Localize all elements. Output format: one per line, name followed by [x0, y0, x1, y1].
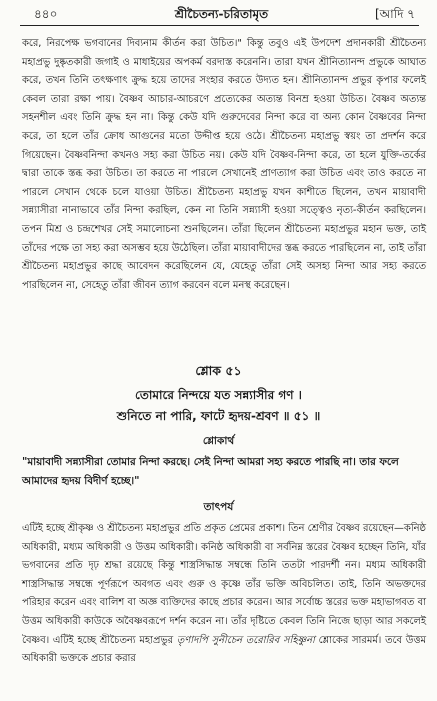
purport-italic-phrase: তৃণাদপি সুনীচেন তরোরিব সহিষ্ণুনা — [176, 634, 315, 646]
purport-text-before: এটিই হচ্ছে শ্রীকৃষ্ণ ও শ্রীচৈতন্য মহাপ্রভুর প্রতি প্রকৃত প্রেমের প্রকাশ। তিন শ্রেণীর বৈষ্ণব রয়েছেন—কনিষ্ঠ অধিকারী, মধ্যম অধিকারী ও উত্তম অধিকারী। কনিষ্ঠ অধিকারী বা সর্বনিম্ন স্তরের বৈষ্ণব হচ্ছেন তিনি, যাঁর ভগবানের প্রতি দৃঢ় শ্রদ্ধা রয়েছে কিন্তু শাস্ত্রসিদ্ধান্ত সম্বন্ধে তিনি ততটা পারদর্শী নন। মধ্যম অধিকারী শাস্ত্রসিদ্ধান্ত সম্বন্ধে পূর্ণরূপে অবগত এবং গুরু ও কৃষ্ণে তাঁর ভক্তি অবিচলিত। তাই, তিনি অভক্তদের পরিহার করেন এবং বালিশ বা অজ্ঞ ব্যক্তিদের কাছে প্রচার করেন। আর সর্বোচ্চ স্তরের ভক্ত মহাভাগবত বা উত্তম অধিকারী কাউকে অবৈষ্ণবরূপে দর্শন করেন না। তাঁর দৃষ্টিতে কেবল তিনি নিজে ছাড়া আর সকলেই বৈষ্ণব। এটিই হচ্ছে শ্রীচৈতন্য মহাপ্রভুর — [22, 523, 426, 646]
running-title: শ্রীচৈতন্য-চরিতামৃত — [174, 7, 269, 21]
purport-text-after: শ্লোকের সারমর্ম। তবে উত্তম অধিকারী ভক্তকে প্রচার করার — [22, 634, 426, 665]
translation-text: "মায়াবাদী সন্ন্যাসীরা তোমার নিন্দা করছে। সেই নিন্দা আমরা সহ্য করতে পারছি না। তার ফলে আমাদের হৃদয় বিদীর্ণ হচ্ছে।" — [22, 456, 399, 487]
verse-heading: শ্লোক ৫১ — [195, 363, 242, 378]
page-header — [22, 3, 421, 25]
verse-line-2: শুনিতে না পারি, ফাটে হৃদয়-শ্রবণ ॥ ৫১ ॥ — [116, 409, 321, 423]
translation-heading: শ্লোকার্থ — [202, 435, 235, 447]
purport-heading: তাৎপর্য — [203, 501, 234, 513]
verse-block — [0, 385, 437, 427]
paragraph-1 — [22, 35, 426, 295]
purport-paragraph — [22, 520, 426, 669]
purport-text — [22, 520, 426, 669]
verse-line-1: তোমারে নিন্দয়ে যত সন্ন্যাসীর গণ । — [135, 388, 302, 402]
paragraph-1-text: করে, নিরপেক্ষ ভগবানের দিব্যনাম কীর্তন করা উচিত।" কিন্তু তবুও এই উপদেশ প্রদানকারী শ্রীচৈতন্য মহাপ্রভু দুষ্কৃতকারী জগাই ও মাধাইয়ের অপকর্ম বরদাস্ত করেননি। তারা যখন শ্রীনিত্যানন্দ প্রভুকে আঘাত করে, তখন তিনি তৎক্ষণাৎ ক্রুদ্ধ হয়ে তাদের সংহার করতে উদ্যত হন। শ্রীনিত্যানন্দ প্রভুর কৃপার ফলেই কেবল তারা রক্ষা পায়। বৈষ্ণব আচার-আচরণে প্রত্যেকের অত্যন্ত বিনম্র হওয়া উচিত। বৈষ্ণব অত্যন্ত সহনশীল এবং তিনি ক্রুদ্ধ হন না। কিন্তু কেউ যদি গুরুদেবের নিন্দা করে বা অন্য কোন বৈষ্ণবের নিন্দা করে, তা হলে তাঁর ক্রোধ আগুনের মতো উদ্দীপ্ত হয়ে ওঠে। শ্রীচৈতন্য মহাপ্রভু স্বয়ং তা প্রদর্শন করে গিয়েছেন। বৈষ্ণবনিন্দা কখনও সহ্য করা উচিত নয়। কেউ যদি বৈষ্ণব-নিন্দা করে, তা হলে যুক্তি-তর্কের দ্বারা তাকে স্তব্ধ করা উচিত। তা করতে না পারলে সেখানেই প্রাণত্যাগ করা উচিত এবং তাও করতে না পারলে সেখান থেকে চলে যাওয়া উচিত। শ্রীচৈতন্য মহাপ্রভু যখন কাশীতে ছিলেন, তখন মায়াবাদী সন্ন্যাসীরা নানাভাবে তাঁর নিন্দা করছিল, কেন না তিনি সন্ন্যাসী হওয়া সত্ত্বেও নৃত্য-কীর্তন করছিলেন। তপন মিশ্র ও চন্দ্রশেখর সেই সমালোচনা শুনছিলেন। তাঁরা ছিলেন শ্রীচৈতন্য মহাপ্রভুর মহান ভক্ত, তাই তাঁদের পক্ষে তা সহ্য করা অসম্ভব হয়ে উঠেছিল। তাঁরা মায়াবাদীদের স্তব্ধ করতে পারছিলেন না, তাই তাঁরা শ্রীচৈতন্য মহাপ্রভুর কাছে আবেদন করেছিলেন যে, যেহেতু তাঁরা সেই অসহ্য নিন্দা আর সহ্য করতে পারছিলেন না, সেহেতু তাঁরা জীবন ত্যাগ করবেন বলে মনস্থ করেছেন। — [22, 38, 426, 291]
header-rule — [20, 25, 419, 26]
page-number: ৪৪০ — [34, 7, 58, 21]
chapter-reference: [আদি ৭ — [374, 7, 415, 21]
